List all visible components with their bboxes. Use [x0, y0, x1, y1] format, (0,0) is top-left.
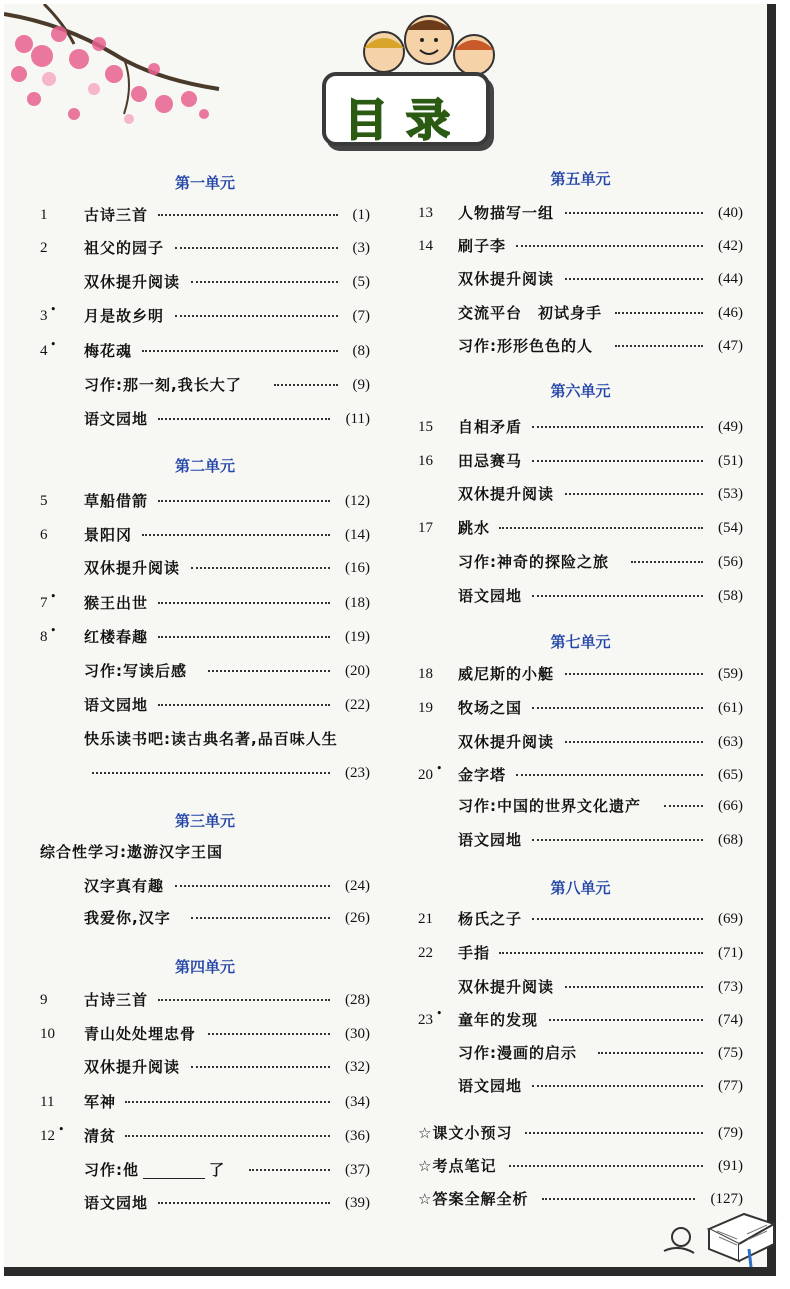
toc-entry[interactable]	[418, 1073, 743, 1099]
entry-page-number: (3)	[352, 240, 370, 256]
entry-number: 17	[418, 520, 433, 536]
entry-page-number: (56)	[718, 554, 743, 570]
dot-leader	[499, 527, 703, 529]
entry-page-number: (73)	[718, 979, 743, 995]
toc-entry[interactable]	[40, 555, 370, 581]
dot-leader	[175, 885, 331, 887]
toc-entry[interactable]	[40, 372, 370, 398]
entry-title: 语文园地	[458, 831, 523, 849]
toc-entry[interactable]	[418, 940, 743, 966]
toc-entry[interactable]	[40, 873, 370, 899]
star-marker: •	[436, 762, 443, 775]
dot-leader	[158, 1202, 330, 1204]
entry-page-number: (58)	[718, 588, 743, 604]
star-marker: •	[50, 624, 57, 637]
entry-title: 刷子李	[458, 237, 507, 255]
entry-title: 我爱你,汉字	[84, 909, 171, 927]
toc-entry[interactable]	[40, 1089, 370, 1115]
entry-title: 威尼斯的小艇	[458, 665, 555, 683]
dot-leader	[142, 350, 339, 352]
entry-title: 双休提升阅读	[84, 273, 181, 291]
toc-entry[interactable]	[418, 729, 743, 755]
toc-entry[interactable]	[418, 695, 743, 721]
entry-page-number: (8)	[352, 343, 370, 359]
toc-entry[interactable]	[40, 1157, 370, 1183]
unit-heading: 第七单元	[550, 633, 611, 651]
entry-page-number: (9)	[352, 377, 370, 393]
entry-page-number: (127)	[710, 1191, 743, 1207]
entry-page-number: (49)	[718, 419, 743, 435]
toc-entry[interactable]	[40, 658, 370, 684]
unit-heading: 第八单元	[550, 879, 611, 897]
entry-page-number: (5)	[352, 274, 370, 290]
toc-entry[interactable]	[40, 987, 370, 1013]
entry-page-number: (20)	[345, 663, 370, 679]
toc-entry[interactable]	[418, 827, 743, 853]
dot-leader	[191, 1066, 330, 1068]
entry-page-number: (61)	[718, 700, 743, 716]
star-marker: •	[50, 590, 57, 603]
dot-leader	[249, 1169, 330, 1171]
entry-title-part: 习作:他	[84, 1161, 139, 1179]
star-marker: •	[436, 1007, 443, 1020]
dot-leader	[191, 917, 330, 919]
entry-title: 牧场之国	[458, 699, 523, 717]
entry-title: 习作:神奇的探险之旅	[458, 553, 609, 571]
toc-entry[interactable]	[40, 1190, 370, 1216]
toc-entry[interactable]	[40, 905, 370, 931]
dot-leader	[499, 952, 703, 954]
entry-number: 19	[418, 700, 433, 716]
dot-leader	[664, 805, 703, 807]
entry-title: 汉字真有趣	[84, 877, 165, 895]
entry-number: 13	[418, 205, 433, 221]
entry-page-number: (24)	[345, 878, 370, 894]
toc-entry[interactable]	[418, 266, 743, 292]
cartoon-kids-icon	[354, 10, 504, 80]
dot-leader	[565, 278, 703, 280]
entry-title: 语文园地	[458, 587, 523, 605]
toc-entry-heading[interactable]	[40, 839, 370, 865]
dot-leader	[158, 214, 338, 216]
dot-leader	[509, 1165, 704, 1167]
toc-entry[interactable]	[40, 624, 370, 650]
entry-title: ☆答案全解全析	[418, 1190, 529, 1208]
dot-leader	[565, 212, 703, 214]
dot-leader	[532, 918, 703, 920]
toc-entry[interactable]	[418, 906, 743, 932]
entry-page-number: (46)	[718, 305, 743, 321]
entry-title: 草船借箭	[84, 492, 149, 510]
dot-leader	[565, 493, 703, 495]
unit-heading: 第六单元	[550, 382, 611, 400]
entry-title: ☆课文小预习	[418, 1124, 513, 1142]
entry-title: 快乐读书吧:读古典名著,品百味人生	[84, 730, 338, 748]
entry-title: 童年的发现	[458, 1011, 539, 1029]
entry-page-number: (54)	[718, 520, 743, 536]
dot-leader	[615, 345, 704, 347]
dot-leader	[158, 602, 330, 604]
entry-page-number: (14)	[345, 527, 370, 543]
dot-leader	[208, 670, 331, 672]
entry-page-number: (16)	[345, 560, 370, 576]
entry-number: 15	[418, 419, 433, 435]
cherry-blossom-branch-icon	[4, 4, 234, 134]
dot-leader	[565, 741, 703, 743]
entry-number: 2	[40, 240, 48, 256]
entry-title: 语文园地	[84, 1194, 149, 1212]
dot-leader	[532, 707, 703, 709]
toc-entry[interactable]	[418, 1120, 743, 1146]
entry-title: 双休提升阅读	[458, 978, 555, 996]
entry-title: 手指	[458, 944, 491, 962]
dot-leader	[158, 500, 330, 502]
entry-title: 梅花魂	[84, 342, 133, 360]
entry-title: 语文园地	[458, 1077, 523, 1095]
unit-heading: 第五单元	[550, 170, 611, 188]
entry-title: 跳水	[458, 519, 491, 537]
dot-leader	[525, 1132, 703, 1134]
toc-entry[interactable]	[418, 333, 743, 359]
toc-entry[interactable]	[418, 515, 743, 541]
dot-leader	[549, 1019, 704, 1021]
entry-title: 月是故乡明	[84, 307, 165, 325]
dot-leader	[516, 774, 704, 776]
entry-page-number: (63)	[718, 734, 743, 750]
entry-page-number: (39)	[345, 1195, 370, 1211]
unit-heading: 第二单元	[174, 457, 235, 475]
entry-title: 古诗三首	[84, 991, 149, 1009]
toc-entry[interactable]	[40, 338, 370, 364]
entry-page-number: (18)	[345, 595, 370, 611]
entry-page-number: (12)	[345, 493, 370, 509]
entry-title: 青山处处埋忠骨	[84, 1025, 197, 1043]
entry-title: 人物描写一组	[458, 204, 555, 222]
entry-page-number: (77)	[718, 1078, 743, 1094]
toc-entry[interactable]	[418, 549, 743, 575]
entry-page-number: (19)	[345, 629, 370, 645]
entry-title: 古诗三首	[84, 206, 149, 224]
entry-title: 清贫	[84, 1127, 117, 1145]
star-marker: •	[58, 1123, 65, 1136]
toc-page	[4, 4, 776, 1276]
toc-entry[interactable]	[40, 590, 370, 616]
dot-leader	[125, 1135, 330, 1137]
entry-page-number: (65)	[718, 767, 743, 783]
unit-heading: 第四单元	[174, 958, 235, 976]
dot-leader	[532, 595, 703, 597]
entry-title: 双休提升阅读	[458, 485, 555, 503]
dot-leader	[175, 247, 339, 249]
entry-title: 综合性学习:遨游汉字王国	[40, 843, 223, 861]
entry-page-number: (1)	[352, 207, 370, 223]
open-book-icon	[659, 1189, 779, 1269]
toc-entry[interactable]	[40, 303, 370, 329]
toc-entry[interactable]	[418, 233, 743, 259]
dot-leader	[631, 561, 703, 563]
entry-page-number: (30)	[345, 1026, 370, 1042]
entry-title: 双休提升阅读	[84, 1058, 181, 1076]
entry-page-number: (51)	[718, 453, 743, 469]
dot-leader	[175, 315, 339, 317]
entry-title: 习作:那一刻,我长大了	[84, 376, 242, 394]
entry-title: 双休提升阅读	[458, 733, 555, 751]
entry-number: 21	[418, 911, 433, 927]
entry-title	[84, 1157, 225, 1183]
toc-entry[interactable]	[40, 235, 370, 261]
entry-number: 9	[40, 992, 48, 1008]
dot-leader	[158, 418, 330, 420]
toc-entry[interactable]	[418, 974, 743, 1000]
entry-number: 20	[418, 767, 433, 783]
entry-page-number: (68)	[718, 832, 743, 848]
title-box	[322, 72, 490, 146]
entry-page-number: (71)	[718, 945, 743, 961]
entry-title: 习作:形形色色的人	[458, 337, 593, 355]
entry-title: 金字塔	[458, 766, 507, 784]
entry-page-number: (91)	[718, 1158, 743, 1174]
entry-page-number: (59)	[718, 666, 743, 682]
entry-number: 1	[40, 207, 48, 223]
dot-leader	[532, 426, 703, 428]
toc-entry[interactable]	[418, 1040, 743, 1066]
entry-number: 8	[40, 629, 48, 645]
toc-entry[interactable]	[418, 300, 743, 326]
entry-page-number: (26)	[345, 910, 370, 926]
entry-number: 14	[418, 238, 433, 254]
entry-title-part: 了	[209, 1161, 226, 1179]
toc-entry[interactable]	[40, 692, 370, 718]
entry-title: ☆考点笔记	[418, 1157, 497, 1175]
entry-page-number: (36)	[345, 1128, 370, 1144]
entry-title: 田忌赛马	[458, 452, 523, 470]
entry-number: 16	[418, 453, 433, 469]
entry-title: 交流平台 初试身手	[458, 304, 603, 322]
dot-leader	[565, 986, 703, 988]
entry-title: 自相矛盾	[458, 418, 523, 436]
toc-entry[interactable]	[40, 522, 370, 548]
toc-entry[interactable]	[40, 1021, 370, 1047]
toc-entry[interactable]	[40, 202, 370, 228]
entry-page-number: (7)	[352, 308, 370, 324]
dot-leader	[158, 636, 330, 638]
entry-title: 双休提升阅读	[84, 559, 181, 577]
entry-number: 3	[40, 308, 48, 324]
entry-title: 语文园地	[84, 696, 149, 714]
entry-title: 景阳冈	[84, 526, 133, 544]
entry-number: 7	[40, 595, 48, 611]
toc-entry[interactable]	[40, 488, 370, 514]
entry-title: 习作:漫画的启示	[458, 1044, 577, 1062]
star-marker: •	[50, 338, 57, 351]
dot-leader	[125, 1101, 330, 1103]
entry-number: 18	[418, 666, 433, 682]
unit-heading: 第一单元	[174, 174, 235, 192]
entry-title: 猴王出世	[84, 594, 149, 612]
entry-page-number: (32)	[345, 1059, 370, 1075]
entry-page-number: (34)	[345, 1094, 370, 1110]
entry-title: 祖父的园子	[84, 239, 165, 257]
entry-page-number: (23)	[345, 765, 370, 781]
entry-page-number: (75)	[718, 1045, 743, 1061]
entry-title: 红楼春趣	[84, 628, 149, 646]
entry-page-number: (40)	[718, 205, 743, 221]
toc-entry[interactable]	[418, 414, 743, 440]
dot-leader	[532, 1085, 703, 1087]
toc-entry[interactable]	[40, 1054, 370, 1080]
entry-number: 10	[40, 1026, 55, 1042]
entry-title: 杨氏之子	[458, 910, 523, 928]
title-banner	[304, 10, 514, 150]
dot-leader	[274, 384, 339, 386]
entry-page-number: (22)	[345, 697, 370, 713]
dot-leader	[598, 1052, 703, 1054]
entry-page-number: (42)	[718, 238, 743, 254]
toc-entry[interactable]	[418, 762, 743, 788]
toc-entry[interactable]	[40, 406, 370, 432]
dot-leader	[565, 673, 703, 675]
entry-number: 12	[40, 1128, 55, 1144]
toc-entry[interactable]	[40, 726, 370, 752]
unit-heading: 第三单元	[174, 812, 235, 830]
toc-entry[interactable]	[418, 200, 743, 226]
dot-leader	[142, 534, 331, 536]
dot-leader	[532, 460, 703, 462]
dot-leader	[615, 312, 704, 314]
dot-leader	[191, 281, 338, 283]
entry-number: 4	[40, 343, 48, 359]
entry-page-number: (28)	[345, 992, 370, 1008]
fill-in-blank	[143, 1162, 205, 1179]
toc-entry[interactable]	[418, 448, 743, 474]
entry-number: 23	[418, 1012, 433, 1028]
entry-title: 双休提升阅读	[458, 270, 555, 288]
entry-page-number: (74)	[718, 1012, 743, 1028]
toc-entry[interactable]	[418, 661, 743, 687]
dot-leader	[191, 567, 330, 569]
dot-leader	[158, 704, 330, 706]
toc-entry[interactable]	[40, 269, 370, 295]
entry-number: 22	[418, 945, 433, 961]
dot-leader	[158, 999, 330, 1001]
entry-title: 习作:写读后感	[84, 662, 187, 680]
toc-entry[interactable]	[418, 1153, 743, 1179]
entry-number: 11	[40, 1094, 55, 1110]
toc-entry[interactable]	[418, 583, 743, 609]
entry-number: 5	[40, 493, 48, 509]
entry-page-number: (44)	[718, 271, 743, 287]
toc-entry[interactable]	[418, 1007, 743, 1033]
entry-page-number: (37)	[345, 1162, 370, 1178]
entry-title: 习作:中国的世界文化遗产	[458, 797, 641, 815]
entry-page-number: (69)	[718, 911, 743, 927]
entry-number: 6	[40, 527, 48, 543]
toc-entry[interactable]	[40, 760, 370, 786]
dot-leader	[208, 1033, 331, 1035]
dot-leader	[92, 772, 330, 774]
entry-title: 军神	[84, 1093, 117, 1111]
star-marker: •	[50, 303, 57, 316]
entry-title: 语文园地	[84, 410, 149, 428]
dot-leader	[532, 839, 703, 841]
entry-page-number: (53)	[718, 486, 743, 502]
dot-leader	[516, 245, 704, 247]
entry-page-number: (66)	[718, 798, 743, 814]
entry-page-number: (79)	[718, 1125, 743, 1141]
toc-entry[interactable]	[40, 1123, 370, 1149]
toc-entry[interactable]	[418, 793, 743, 819]
toc-entry[interactable]	[418, 481, 743, 507]
entry-page-number: (11)	[345, 411, 370, 427]
page-title: 目录	[344, 95, 468, 146]
entry-page-number: (47)	[718, 338, 743, 354]
